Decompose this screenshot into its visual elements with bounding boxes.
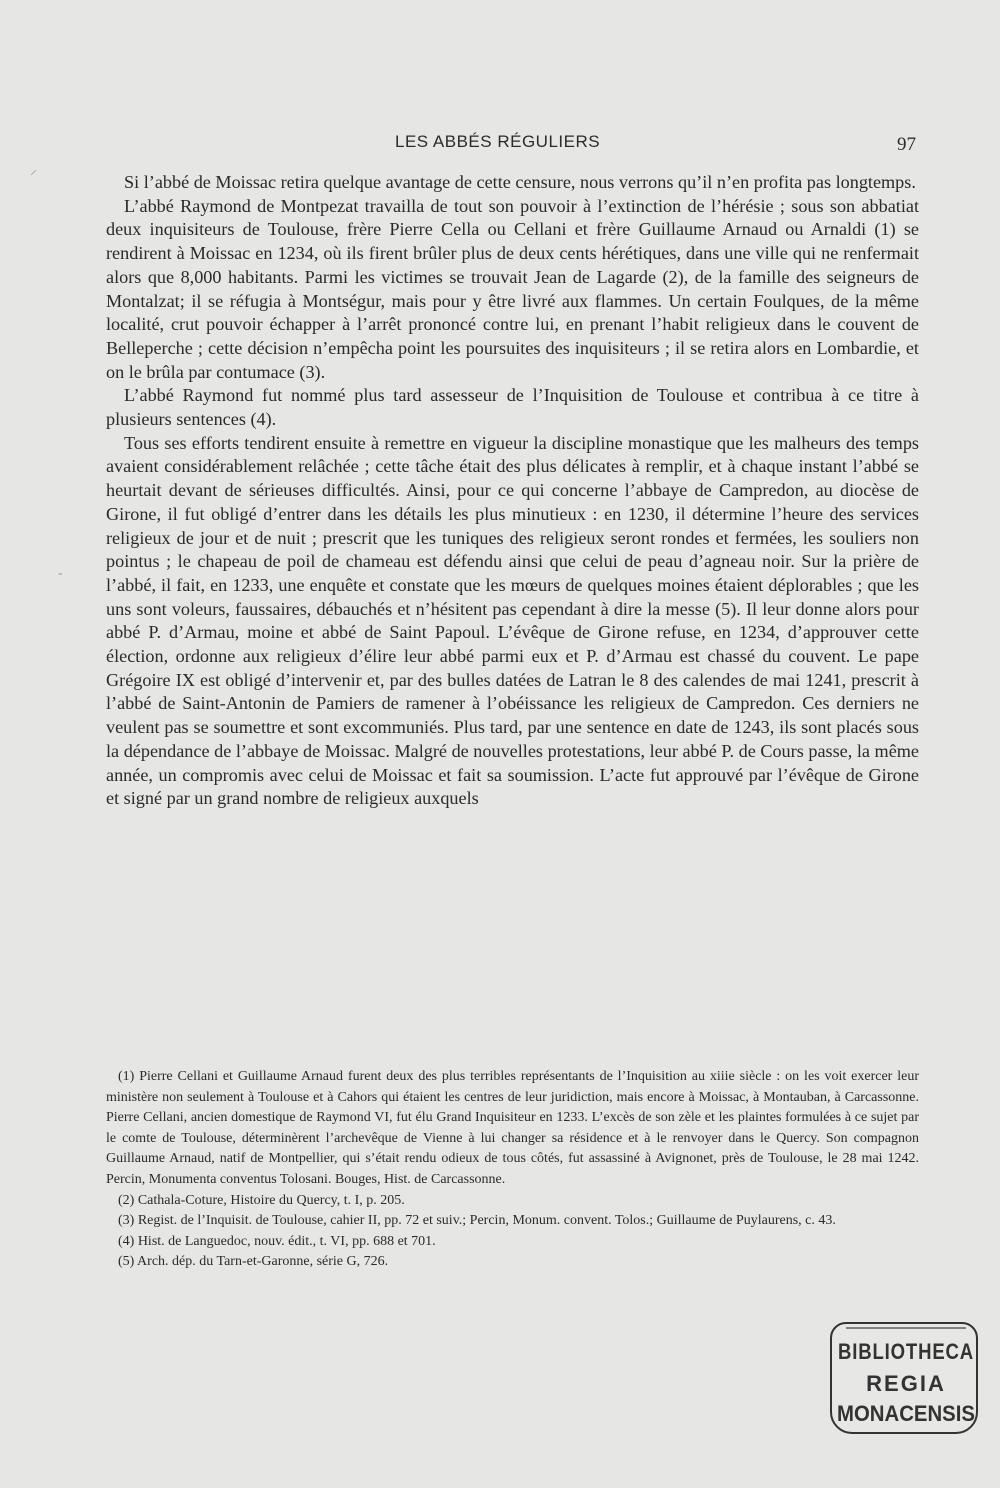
main-text (106, 171, 919, 811)
paragraph: L’abbé Raymond de Montpezat travailla de tout son pouvoir à l’extinction de l’hérésie ; sous son abbatiat deux inquisiteurs de Toulouse, frère Pierre Cella ou Cellani et frère Guillaume Arnaud ou Arnaldi (1) se rendirent à Moissac en 1234, où ils firent brûler plus de deux cents hérétiques, dans une ville qui ne renfermait alors que 8,000 habitants. Parmi les victimes se trouvait Jean de Lagarde (2), de la famille des seigneurs de Montalzat; il se réfugia à Montségur, mais pour y être livré aux flammes. Un certain Foulques, de la même localité, crut pouvoir échapper à l’arrêt prononcé contre lui, en prenant l’habit religieux dans le couvent de Belleperche ; cette décision n’empêcha point les poursuites des inquisiteurs ; il se retira alors en Lombardie, et on le brûla par contumace (3). (106, 195, 919, 382)
library-stamp (830, 1322, 978, 1434)
footnotes (106, 1067, 919, 1273)
footnote: (4) Hist. de Languedoc, nouv. édit., t. VI, pp. 688 et 701. (118, 1233, 436, 1249)
page-number: 97 (897, 134, 916, 155)
paragraph: L’abbé Raymond fut nommé plus tard assesseur de l’Inquisition de Toulouse et contribua à ce titre à plusieurs sentences (4). (106, 385, 919, 430)
footnote: (3) Regist. de l’Inquisit. de Toulouse, cahier II, pp. 72 et suiv.; Percin, Monum. convent. Tolos.; Guillaume de Puylaurens, c. 43. (118, 1213, 836, 1229)
stamp-line-2: REGIA (866, 1371, 946, 1396)
page-header (0, 130, 1000, 160)
footnote: (1) Pierre Cellani et Guillaume Arnaud furent deux des plus terribles représentants de l’Inquisition au xiiie siècle : on les voit exercer leur ministère non seulement à Toulouse et à Cahors qui étaient les centres de leur juridiction, mais encore à Moissac, à Montauban, à Carcassonne. Pierre Cellani, ancien domestique de Raymond VI, fut élu Grand Inquisiteur en 1233. L’excès de son zèle et les plaintes formulées à ce sujet par le comte de Toulouse, déterminèrent l’archevêque de Vienne à lui changer sa résidence et à le renvoyer dans le Quercy. Son compagnon Guillaume Arnaud, natif de Montpellier, qui s’était rendu odieux de tous côtés, fut assassiné à Avignonet, près de Toulouse, le 28 mai 1242. Percin, Monumenta conventus Tolosani. Bouges, Hist. de Carcassonne. (106, 1069, 919, 1187)
footnote: (5) Arch. dép. du Tarn-et-Garonne, série G, 726. (118, 1254, 389, 1270)
paragraph: Tous ses efforts tendirent ensuite à remettre en vigueur la discipline monastique que les malheurs des temps avaient considérablement relâchée ; cette tâche était des plus délicates à remplir, et à chaque instant l’abbé se heurtait devant de sérieuses difficultés. Ainsi, pour ce qui concerne l’abbaye de Campredon, au diocèse de Girone, il fut obligé d’entrer dans les détails les plus minutieux : en 1230, il détermine l’heure des services religieux de jour et de nuit ; prescrit que les tuniques des religieux seront rondes et fermées, les souliers non pointus ; le chapeau de poil de chameau est défendu ainsi que celui de peau d’agneau noir. Sur la prière de l’abbé, il fait, en 1233, une enquête et constate que les mœurs de quelques moines étaient déplorables ; que les uns sont voleurs, faussaires, débauchés et n’hésitent pas cependant à dire la messe (5). Il leur donne alors pour abbé P. d’Armau, moine et abbé de Saint Papoul. L’évêque de Girone refuse, en 1234, d’approuver cette élection, ordonne aux religieux d’élire leur abbé parmi eux et P. d’Armau est chassé du couvent. Le pape Grégoire IX est obligé d’intervenir et, par des bulles datées de Latran le 8 des calendes de mai 1241, prescrit à l’abbé de Saint-Antonin de Pamiers de ramener à l’obéissance les religieux de Campredon. Ces derniers ne veulent pas se soumettre et sont excommuniés. Plus tard, par une sentence en date de 1243, ils sont placés sous la dépendance de l’abbaye de Moissac. Malgré de nouvelles protestations, leur abbé P. de Cours passe, la même année, un compromis avec celui de Moissac et fait sa soumission. L’acte fut approuvé par l’évêque de Girone et signé par un grand nombre de religieux auxquels (106, 432, 919, 809)
running-title: LES ABBÉS RÉGULIERS (395, 132, 601, 151)
paragraph: Si l’abbé de Moissac retira quelque avantage de cette censure, nous verrons qu’il n’en profita pas longtemps. (124, 172, 916, 192)
margin-mark: - (58, 566, 63, 581)
stamp-line-3: MONACENSIS (837, 1401, 975, 1426)
stamp-line-1: BIBLIOTHECA (838, 1339, 974, 1364)
footnote: (2) Cathala-Coture, Histoire du Quercy, t. I, p. 205. (118, 1192, 405, 1208)
library-stamp-graphic (832, 1324, 980, 1436)
margin-mark: ⸝ (30, 163, 37, 178)
